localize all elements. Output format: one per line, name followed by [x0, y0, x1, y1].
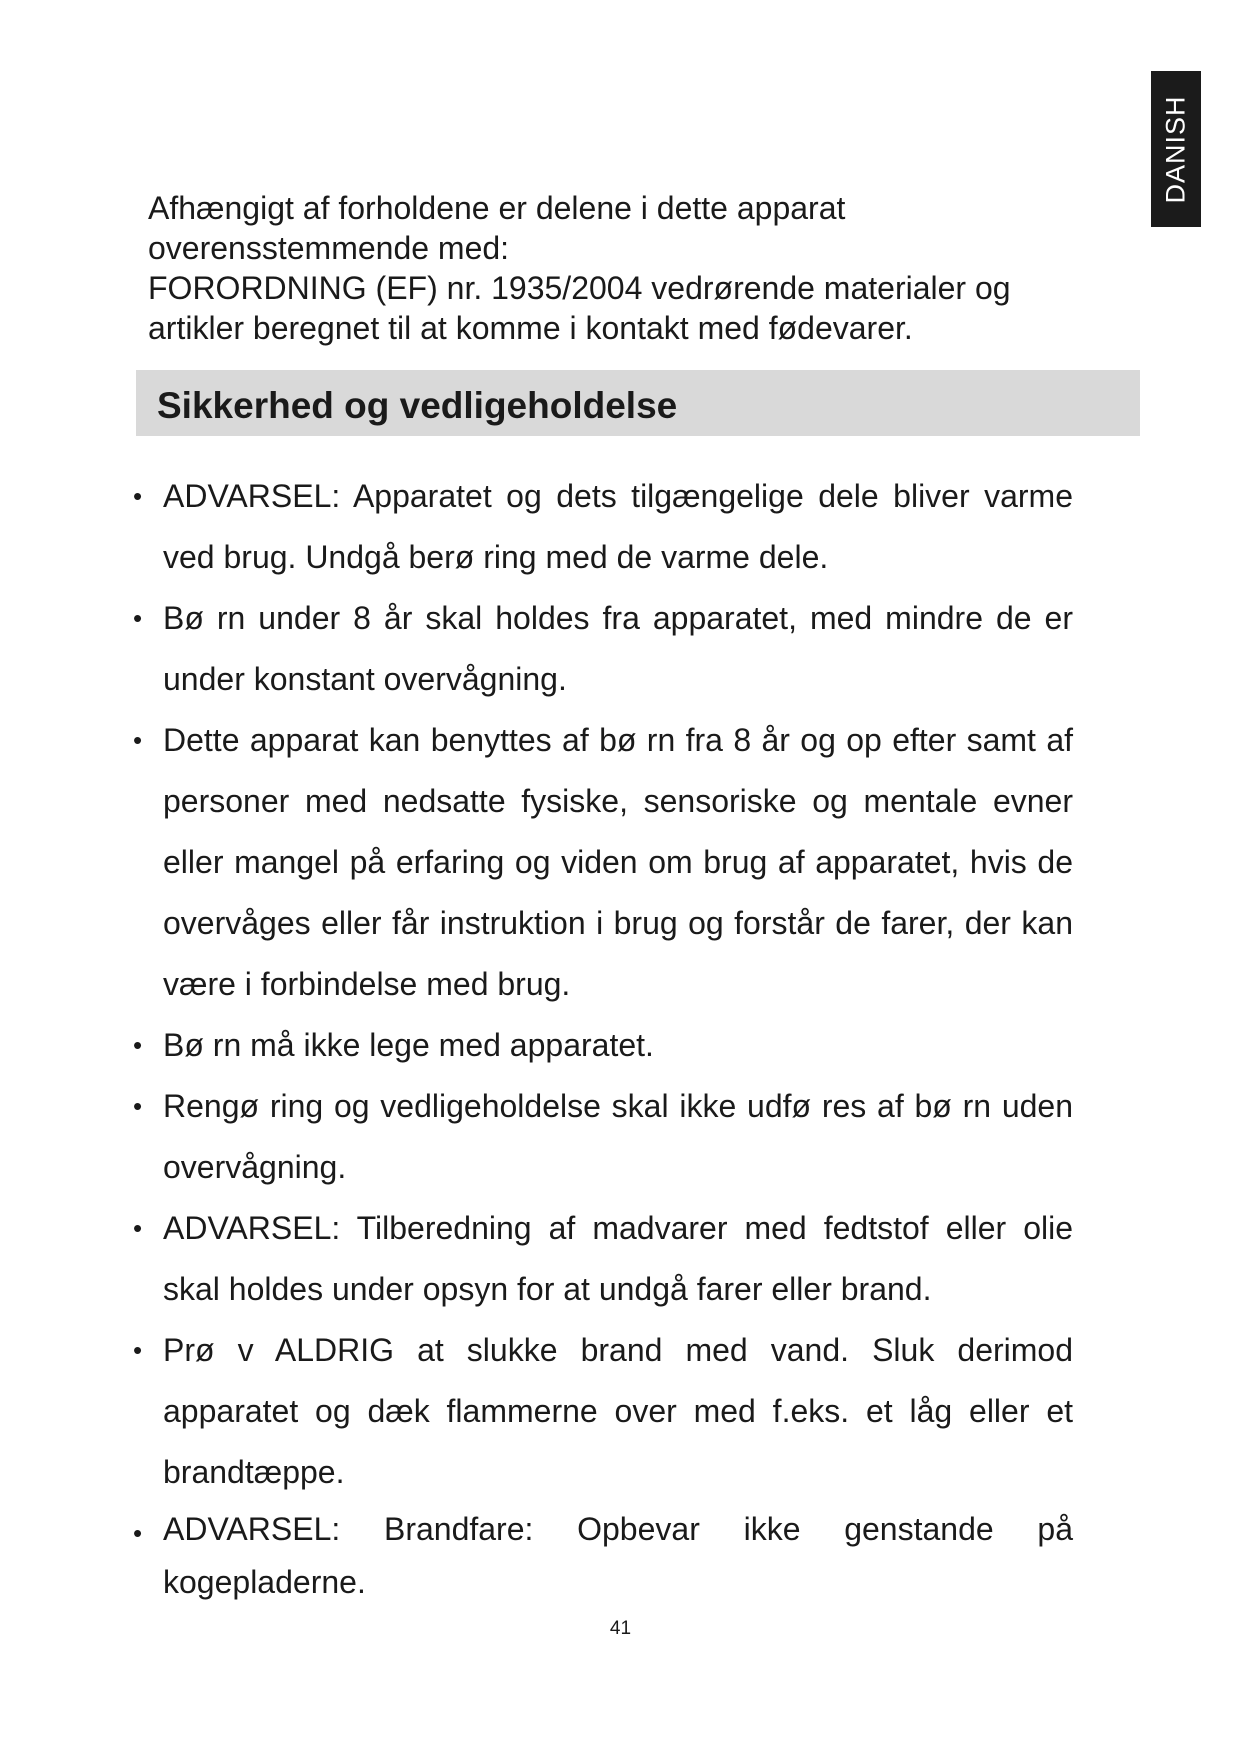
- list-item: [133, 1076, 1073, 1198]
- list-item-text: Rengø ring og vedligeholdelse skal ikke udfø res af bø rn uden overvågning.: [163, 1088, 1073, 1185]
- list-item-text: Dette apparat kan benyttes af bø rn fra 8 år og op efter samt af personer med nedsatte fysiske, sensoriske og mentale evner eller mangel på erfaring og viden om brug af apparatet, hvis de overvåges eller får instruktion i brug og forstår de farer, der kan være i forbindelse med brug.: [163, 722, 1073, 1002]
- section-title: Sikkerhed og vedligeholdelse: [157, 385, 678, 426]
- bullet-icon: •: [133, 603, 143, 633]
- list-item: [133, 710, 1073, 1015]
- intro-paragraph: [148, 188, 1108, 348]
- list-item-text: ADVARSEL: Brandfare: Opbevar ikke genstande på kogepladerne.: [163, 1511, 1073, 1600]
- page-number: 41: [609, 1618, 632, 1639]
- list-item-text: ADVARSEL: Apparatet og dets tilgængelige dele bliver varme ved brug. Undgå berø ring med de varme dele.: [163, 478, 1073, 575]
- list-item: [133, 1198, 1073, 1320]
- section-header: [136, 370, 1140, 436]
- list-item-text: Prø v ALDRIG at slukke brand med vand. Sluk derimod apparatet og dæk flammerne over med f.eks. et låg eller et brandtæppe.: [163, 1332, 1073, 1490]
- bullet-icon: •: [133, 1091, 143, 1121]
- safety-list: [133, 466, 1073, 1609]
- list-item: [133, 1015, 1073, 1076]
- list-item: [133, 588, 1073, 710]
- bullet-icon: •: [133, 1030, 143, 1060]
- list-item-text: ADVARSEL: Tilberedning af madvarer med fedtstof eller olie skal holdes under opsyn for at undgå farer eller brand.: [163, 1210, 1073, 1307]
- intro-line-1: Afhængigt af forholdene er delene i dette apparat overensstemmende med:: [148, 190, 846, 266]
- list-item-text: Bø rn må ikke lege med apparatet.: [163, 1027, 654, 1063]
- bullet-icon: •: [133, 1518, 143, 1548]
- intro-line-2: FORORDNING (EF) nr. 1935/2004 vedrørende materialer og artikler beregnet til at komme i kontakt med fødevarer.: [148, 270, 1011, 346]
- bullet-icon: •: [133, 1335, 143, 1365]
- list-item: [133, 466, 1073, 588]
- list-item-text: Bø rn under 8 år skal holdes fra apparatet, med mindre de er under konstant overvågning.: [163, 600, 1073, 697]
- list-item: [133, 1503, 1073, 1609]
- language-tab: [1151, 71, 1201, 227]
- list-item: [133, 1320, 1073, 1503]
- bullet-icon: •: [133, 1213, 143, 1243]
- bullet-icon: •: [133, 725, 143, 755]
- language-tab-label: DANISH: [1160, 94, 1191, 204]
- bullet-icon: •: [133, 481, 143, 511]
